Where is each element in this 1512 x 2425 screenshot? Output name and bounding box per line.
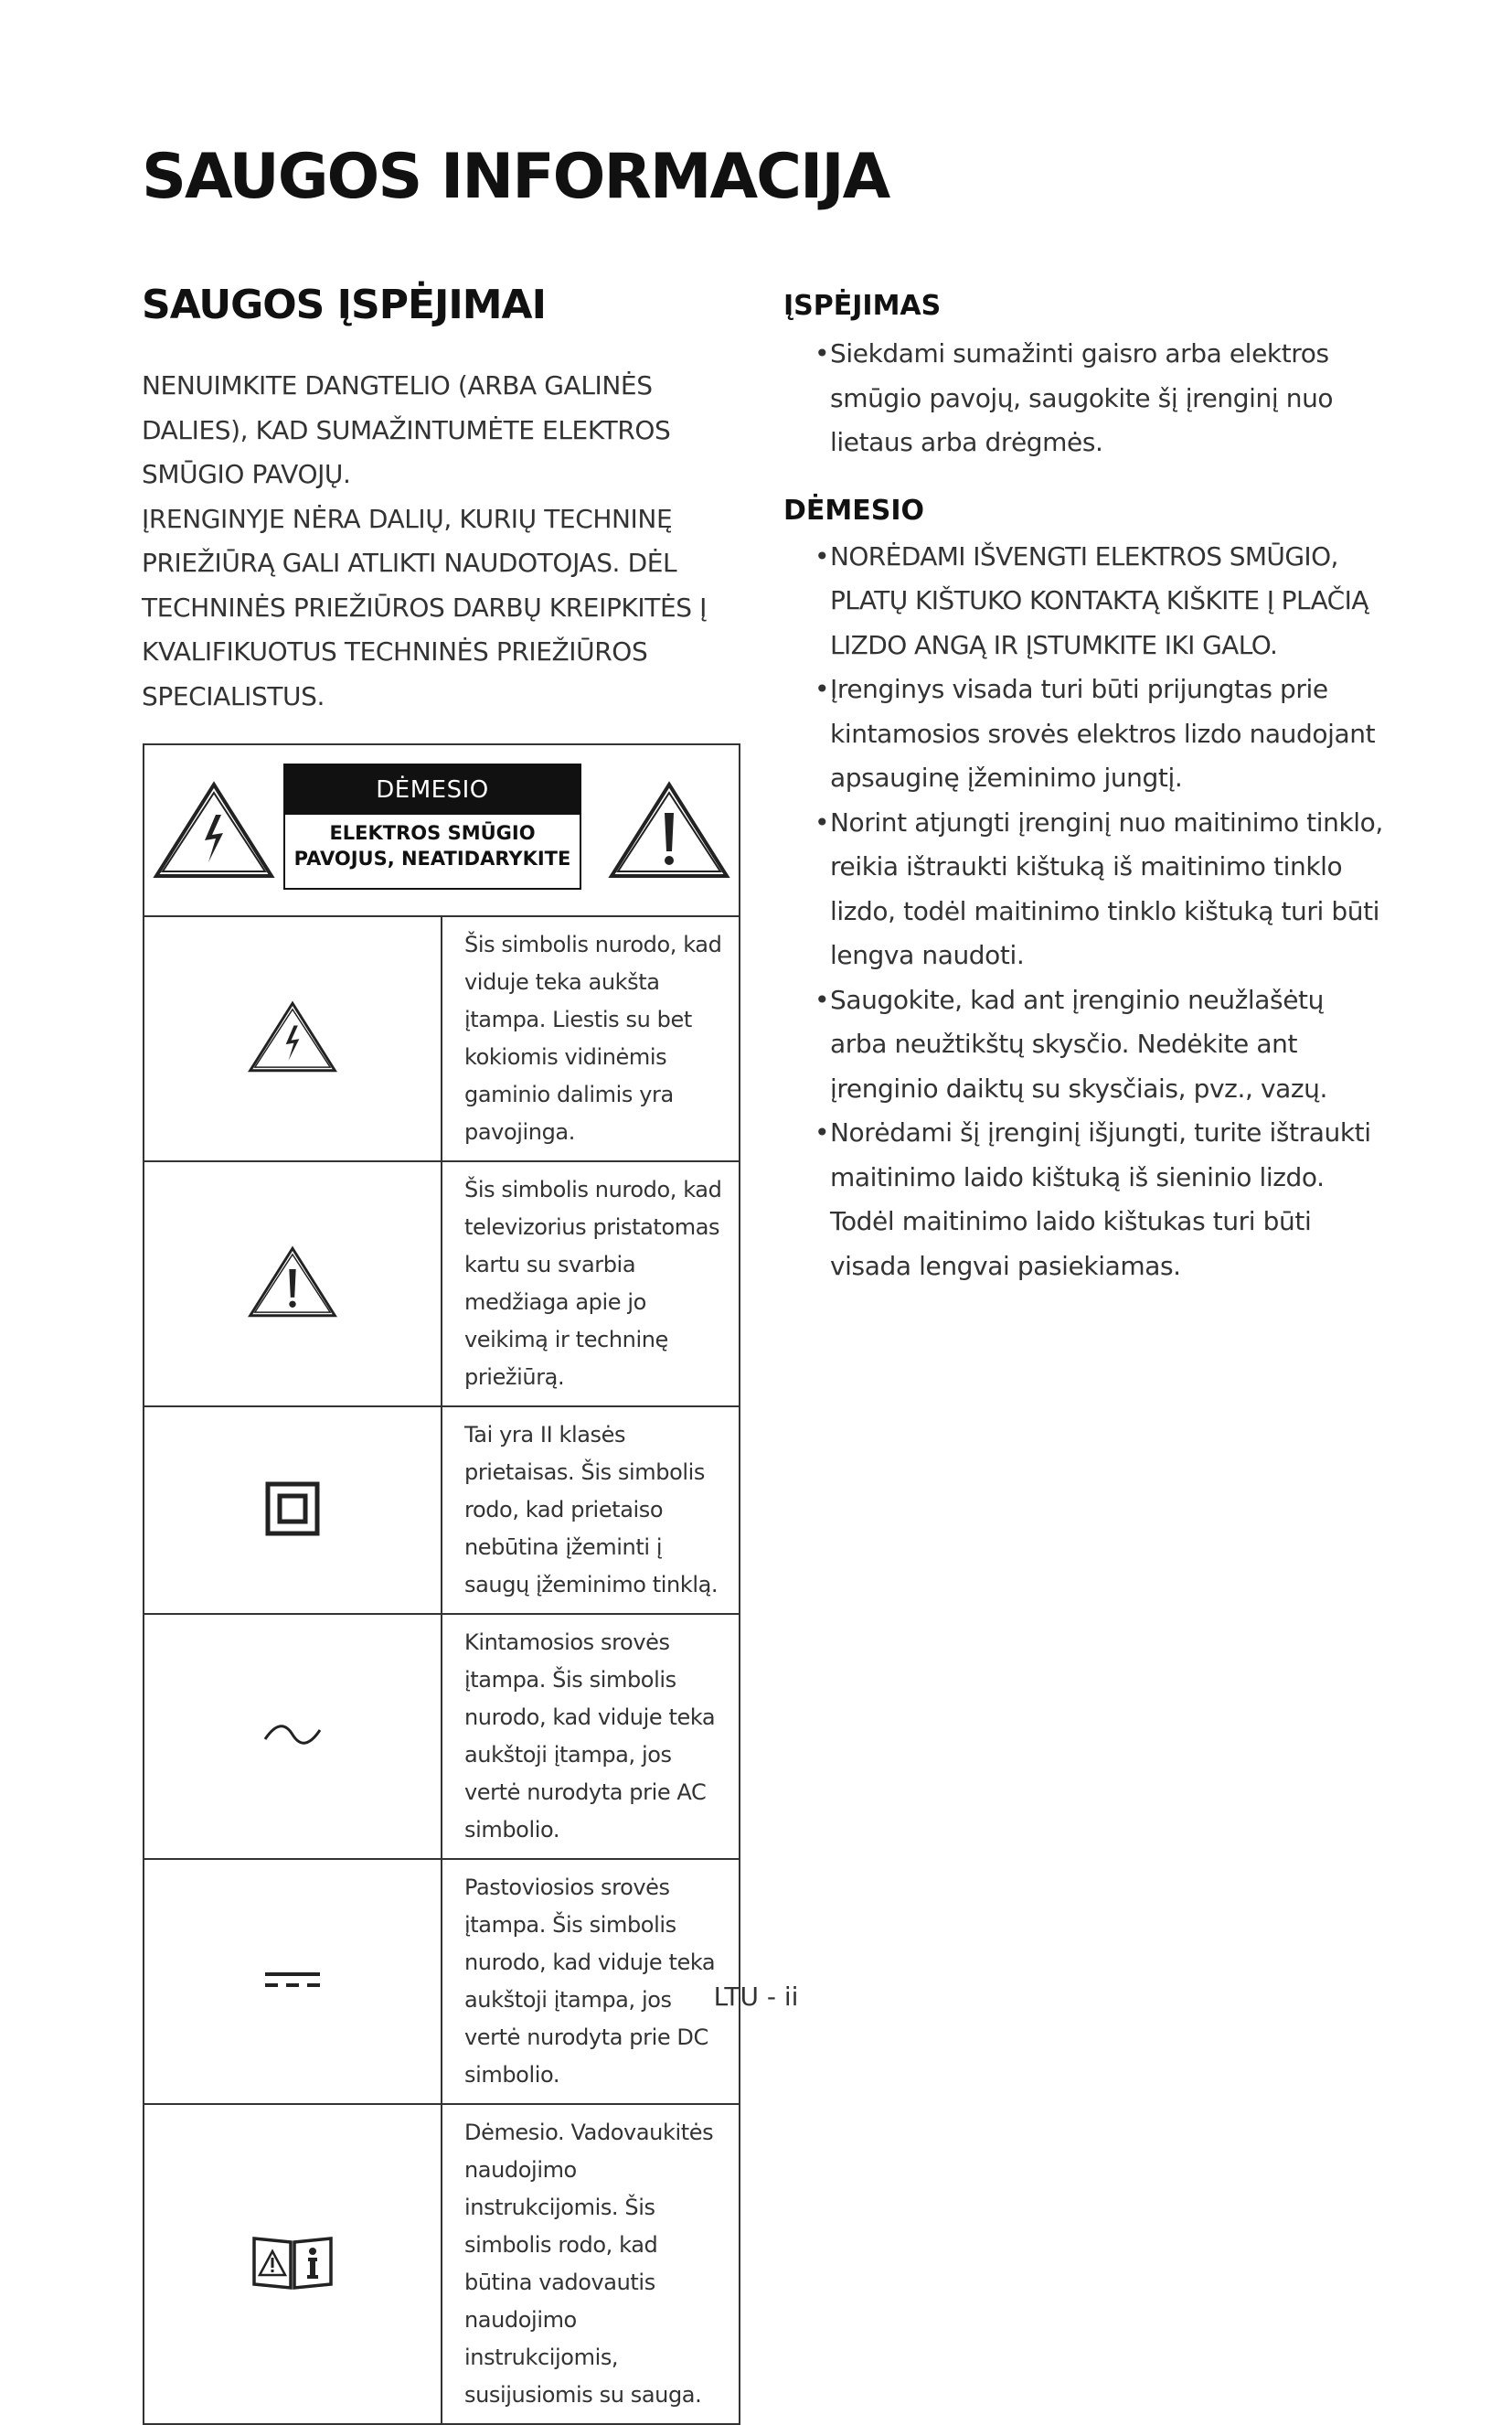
bullet: •	[815, 674, 830, 704]
caution-label-heading: DĖMESIO	[285, 765, 580, 815]
safety-warnings-section	[142, 283, 745, 719]
symbol-row	[144, 1614, 740, 1859]
symbol-description: Tai yra II klasės prietaisas. Šis simbolis rodo, kad prietaiso nebūtina įžeminti į saugų įžeminimo tinklą.	[442, 1406, 740, 1614]
caution-label	[283, 764, 581, 890]
warning-list	[783, 332, 1387, 465]
symbol-row	[144, 916, 740, 1161]
list-item: • NORĖDAMI IŠVENGTI ELEKTROS SMŪGIO, PLATŲ KIŠTUKO KONTAKTĄ KIŠKITE Į PLAČIĄ LIZDO ANGĄ IR ĮSTUMKITE IKI GALO.	[783, 535, 1387, 668]
list-item: • Įrenginys visada turi būti prijungtas prie kintamosios srovės elektros lizdo naudojant apsauginę įžeminimo jungtį.	[783, 668, 1387, 801]
bullet: •	[815, 1117, 830, 1148]
exclamation-triangle-icon	[607, 780, 731, 881]
symbol-description: Kintamosios srovės įtampa. Šis simbolis nurodo, kad viduje teka aukštoji įtampa, jos vertė nurodyta prie AC simbolio.	[442, 1614, 740, 1859]
symbol-description: Dėmesio. Vadovaukitės naudojimo instrukcijomis. Šis simbolis rodo, kad būtina vadovautis naudojimo instrukcijomis, susijusiomis su sauga.	[442, 2104, 740, 2424]
page-title: SAUGOS INFORMACIJA	[142, 141, 889, 213]
warning-heading: ĮSPĖJIMAS	[783, 290, 942, 322]
symbol-row	[144, 1406, 740, 1614]
bullet: •	[815, 338, 830, 369]
symbol-table	[143, 743, 740, 2425]
class-ii-double-square-icon	[265, 1481, 320, 1536]
warning-paragraph-1: NENUIMKITE DANGTELIO (ARBA GALINĖS DALIES), KAD SUMAŽINTUMĖTE ELEKTROS SMŪGIO PAVOJŲ.	[142, 370, 671, 490]
caution-label-cell	[144, 744, 740, 916]
bullet: •	[815, 807, 830, 838]
symbol-description: Šis simbolis nurodo, kad viduje teka aukšta įtampa. Liestis su bet kokiomis vidinėmis gaminio dalimis yra pavojinga.	[442, 916, 740, 1161]
page-number: LTU - ii	[713, 1982, 799, 2012]
bullet: •	[815, 984, 830, 1015]
exclamation-triangle-icon	[247, 1245, 338, 1319]
manual-info-icon	[250, 2233, 335, 2291]
section-heading: SAUGOS ĮSPĖJIMAI	[142, 282, 546, 328]
symbol-row	[144, 2104, 740, 2424]
symbol-description: Šis simbolis nurodo, kad televizorius pristatomas kartu su svarbia medžiaga apie jo veikimą ir techninę priežiūrą.	[442, 1161, 740, 1406]
bullet: •	[815, 540, 829, 572]
list-item: • Siekdami sumažinti gaisro arba elektros smūgio pavojų, saugokite šį įrenginį nuo lietaus arba drėgmės.	[783, 332, 1387, 465]
symbol-row	[144, 1161, 740, 1406]
caution-label-line-1: ELEKTROS SMŪGIO	[329, 822, 536, 844]
list-item: • Norint atjungti įrenginį nuo maitinimo tinklo, reikia ištraukti kištuką iš maitinimo tinklo lizdo, todėl maitinimo tinklo kištuką turi būti lengva naudoti.	[783, 801, 1387, 978]
caution-list	[783, 535, 1387, 1289]
warning-text	[142, 364, 745, 719]
warning-paragraph-2: ĮRENGINYJE NĖRA DALIŲ, KURIŲ TECHNINĘ PRIEŽIŪRĄ GALI ATLIKTI NAUDOTOJAS. DĖL TECHNINĖS PRIEŽIŪROS DARBŲ KREIPKITĖS Į KVALIFIKUOTUS TECHNINĖS PRIEŽIŪROS SPECIALISTUS.	[142, 503, 707, 711]
list-item: • Norėdami šį įrenginį išjungti, turite ištraukti maitinimo laido kištuką iš sieninio lizdo. Todėl maitinimo laido kištukas turi būti visada lengvai pasiekiamas.	[783, 1111, 1387, 1288]
caution-heading: DĖMESIO	[783, 494, 925, 527]
ac-wave-icon	[263, 1721, 322, 1748]
right-column	[783, 288, 1387, 1288]
caution-label-line-2: PAVOJUS, NEATIDARYKITE	[293, 848, 571, 870]
list-item: • Saugokite, kad ant įrenginio neužlašėtų arba neužtikštų skysčio. Nedėkite ant įrenginio daiktų su skysčiais, pvz., vazų.	[783, 978, 1387, 1112]
lightning-triangle-icon	[247, 999, 338, 1074]
lightning-triangle-icon	[152, 780, 276, 881]
symbol-description: Pastoviosios srovės įtampa. Šis simbolis nurodo, kad viduje teka aukštoji įtampa, jos vertė nurodyta prie DC simbolio.	[442, 1859, 740, 2104]
